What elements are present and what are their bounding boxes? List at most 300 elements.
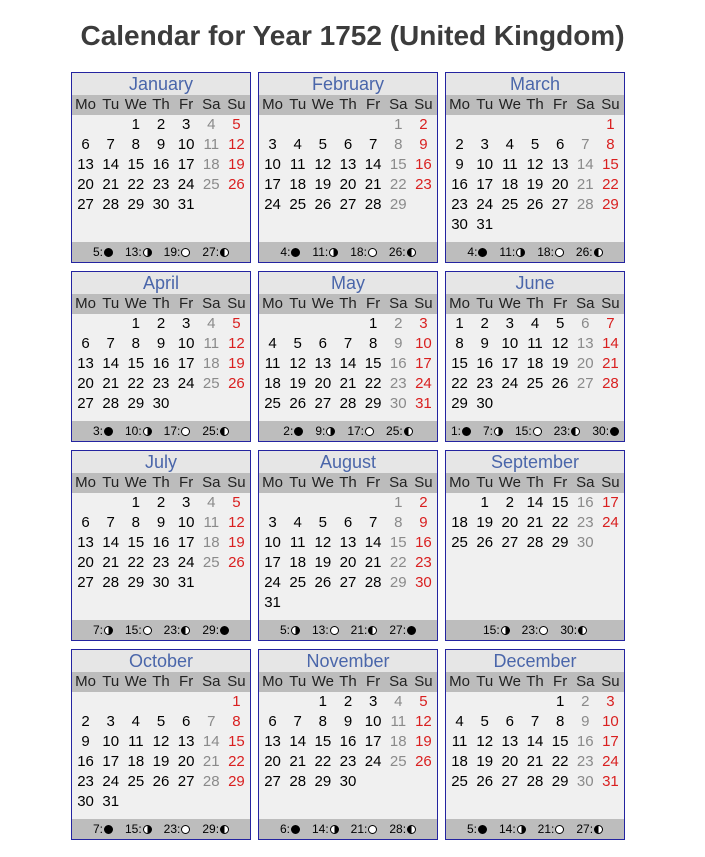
day-cell: 19 (526, 176, 544, 193)
day-cell (98, 692, 123, 712)
day-cell: 17 (476, 176, 494, 193)
weekday-header-row (72, 294, 250, 314)
day-cell: 18 (202, 355, 220, 372)
day-cell: 22 (602, 176, 619, 193)
week-row (259, 175, 437, 195)
day-cell: 6 (555, 136, 565, 153)
weekday-header: Fr (179, 673, 194, 690)
last-moon-icon (407, 825, 416, 834)
day-cell: 27 (77, 574, 94, 591)
day-cell: 17 (177, 156, 195, 173)
day-cell (497, 692, 522, 712)
weekday-header-row (446, 473, 624, 493)
week-row (446, 732, 624, 752)
weekday-header: Sa (576, 474, 595, 491)
day-cell: 31 (602, 773, 619, 790)
day-cell: 1 (232, 693, 241, 710)
day-cell: 22 (364, 375, 382, 392)
day-cell: 17 (602, 494, 619, 511)
day-cell: 2 (156, 315, 166, 332)
week-row (72, 175, 250, 195)
day-cell: 9 (581, 713, 590, 730)
moon-phase (386, 424, 413, 438)
moon-phase-day: 17: (163, 424, 181, 438)
day-cell: 27 (314, 395, 332, 412)
day-cell: 20 (264, 753, 281, 770)
day-cell: 25 (202, 375, 220, 392)
month-name: July (72, 451, 250, 473)
day-cell: 3 (419, 315, 428, 332)
day-cell: 7 (343, 335, 353, 352)
day-cell: 10 (177, 514, 195, 531)
day-cell: 11 (289, 156, 306, 173)
moon-phase (389, 822, 416, 836)
day-cell: 25 (451, 773, 468, 790)
day-cell: 14 (602, 335, 619, 352)
month-panel (71, 271, 251, 442)
moon-phase (93, 424, 113, 438)
day-cell (522, 692, 547, 712)
week-row (446, 135, 624, 155)
moon-phase (202, 623, 229, 637)
day-cell (199, 573, 224, 593)
weekday-header: Tu (289, 474, 307, 491)
week-row (259, 155, 437, 175)
day-cell: 30 (152, 574, 170, 591)
moon-phase-day: 28: (389, 822, 407, 836)
day-cell: 19 (289, 375, 307, 392)
week-row (259, 314, 437, 334)
day-cell: 11 (203, 514, 220, 531)
day-cell: 30 (389, 395, 407, 412)
weekday-header: Th (339, 474, 357, 491)
day-cell (285, 314, 310, 334)
day-cell: 8 (232, 713, 241, 730)
day-cell (522, 215, 547, 235)
weekday-header: Su (601, 673, 620, 690)
week-row (72, 553, 250, 573)
moon-phase (315, 424, 335, 438)
day-cell: 5 (232, 116, 241, 133)
moon-phase-day: 6: (279, 822, 290, 836)
month-name: August (259, 451, 437, 473)
weekday-header: Tu (476, 673, 494, 690)
full-moon-icon (533, 427, 542, 436)
moon-phase (522, 623, 549, 637)
day-cell: 26 (526, 196, 544, 213)
month-name: April (72, 272, 250, 294)
day-cell: 14 (526, 494, 544, 511)
weekday-header: Fr (179, 295, 194, 312)
moon-phase-bar (259, 242, 437, 262)
full-moon-icon (368, 248, 377, 257)
day-cell (598, 215, 623, 235)
day-cell: 3 (181, 116, 191, 133)
day-cell: 22 (389, 554, 407, 571)
day-cell: 23 (152, 176, 170, 193)
day-cell: 5 (156, 713, 166, 730)
moon-phase-day: 17: (347, 424, 365, 438)
weekday-header: Fr (553, 295, 568, 312)
day-cell: 22 (551, 514, 569, 531)
weekday-header: Th (526, 96, 544, 113)
week-row (259, 115, 437, 135)
moon-phase-day: 25: (386, 424, 403, 438)
day-cell: 21 (102, 554, 120, 571)
weekday-header: Th (152, 295, 170, 312)
weekday-header: Mo (75, 96, 96, 113)
day-cell: 6 (505, 713, 515, 730)
day-cell: 14 (102, 355, 120, 372)
day-cell: 21 (289, 753, 307, 770)
day-cell: 2 (419, 116, 428, 133)
day-cell: 3 (268, 136, 277, 153)
moon-phase (280, 623, 300, 637)
new-moon-icon (104, 427, 113, 436)
week-row (72, 712, 250, 732)
day-cell: 25 (501, 196, 519, 213)
month-name: January (72, 73, 250, 95)
moon-phase (451, 424, 471, 438)
day-cell (411, 593, 436, 613)
day-cell: 25 (451, 534, 468, 551)
weekday-header: Mo (449, 295, 470, 312)
weekday-header: Fr (553, 96, 568, 113)
week-row (259, 513, 437, 533)
moon-phase-day: 29: (202, 822, 220, 836)
day-cell: 20 (77, 176, 94, 193)
day-cell: 20 (501, 753, 519, 770)
day-cell: 18 (451, 753, 468, 770)
moon-phase (499, 822, 526, 836)
day-cell (361, 772, 386, 792)
day-cell: 23 (415, 554, 432, 571)
day-cell: 20 (177, 753, 195, 770)
day-cell (123, 692, 148, 712)
day-cell: 18 (202, 534, 220, 551)
day-cell: 4 (207, 494, 216, 511)
day-cell: 6 (268, 713, 277, 730)
day-cell: 4 (207, 315, 216, 332)
day-cell: 6 (81, 514, 90, 531)
last-moon-icon (220, 248, 229, 257)
day-cell: 13 (77, 156, 94, 173)
day-cell: 27 (177, 773, 195, 790)
day-cell: 5 (419, 693, 428, 710)
week-row (259, 692, 437, 712)
weekday-header-row (259, 95, 437, 115)
day-cell: 2 (394, 315, 403, 332)
moon-phase (125, 822, 152, 836)
day-cell: 14 (364, 156, 382, 173)
day-cell: 22 (551, 753, 569, 770)
day-cell: 4 (394, 693, 403, 710)
day-cell: 25 (289, 196, 307, 213)
weekday-header: Su (227, 673, 246, 690)
weekday-header: Fr (553, 673, 568, 690)
week-row (259, 732, 437, 752)
moon-phase (125, 623, 152, 637)
day-cell (224, 394, 249, 414)
day-cell (472, 115, 497, 135)
day-cell (174, 394, 199, 414)
day-cell (335, 593, 360, 613)
first-moon-icon (104, 626, 113, 635)
moon-phase (164, 822, 191, 836)
day-cell: 19 (228, 534, 245, 551)
day-cell: 7 (106, 514, 115, 531)
moon-phase-day: 1: (450, 424, 461, 438)
week-row (72, 573, 250, 593)
day-cell: 23 (152, 554, 170, 571)
moon-phase (280, 822, 300, 836)
moon-phase (280, 245, 300, 259)
weekday-header: Fr (179, 96, 194, 113)
day-cell: 18 (264, 375, 281, 392)
moon-phase (576, 822, 603, 836)
weekday-header: Th (339, 673, 357, 690)
weekday-header: Sa (389, 295, 408, 312)
weekday-header: Su (414, 474, 433, 491)
day-cell: 29 (551, 534, 569, 551)
weekday-header: Th (339, 96, 357, 113)
weekday-header: We (124, 295, 147, 312)
week-row (446, 772, 624, 792)
day-cell: 20 (314, 375, 332, 392)
day-cell (148, 792, 173, 812)
moon-phase-day: 14: (311, 822, 329, 836)
day-cell (285, 115, 310, 135)
full-moon-icon (330, 626, 339, 635)
week-row (72, 135, 250, 155)
day-cell: 29 (551, 773, 569, 790)
week-row (259, 493, 437, 513)
moon-phase-day: 26: (388, 245, 406, 259)
day-cell (174, 692, 199, 712)
weekday-header: Fr (366, 474, 381, 491)
day-cell: 15 (314, 733, 332, 750)
new-moon-icon (407, 626, 416, 635)
day-cell (98, 493, 123, 513)
day-cell: 30 (152, 395, 170, 412)
weekday-header: Mo (262, 96, 283, 113)
day-cell: 7 (207, 713, 216, 730)
weekday-header-row (72, 95, 250, 115)
moon-phase-bar (446, 620, 624, 640)
day-cell: 25 (264, 395, 281, 412)
day-cell: 8 (368, 335, 378, 352)
day-cell: 24 (177, 554, 195, 571)
day-cell: 12 (526, 156, 544, 173)
day-cell (310, 493, 335, 513)
day-cell: 21 (526, 753, 544, 770)
day-cell (73, 493, 98, 513)
moon-phase-day: 21: (537, 822, 555, 836)
day-cell: 2 (480, 315, 489, 332)
day-cell: 17 (177, 534, 195, 551)
new-moon-icon (291, 248, 300, 257)
day-cell: 31 (415, 395, 432, 412)
day-cell: 2 (505, 494, 515, 511)
day-cell: 3 (368, 693, 378, 710)
day-cell: 22 (451, 375, 468, 392)
moon-phase-day: 10: (124, 424, 142, 438)
day-cell: 27 (339, 574, 357, 591)
day-cell: 17 (364, 733, 382, 750)
first-moon-icon (516, 248, 525, 257)
moon-phase (389, 245, 416, 259)
weekday-header: Tu (102, 96, 120, 113)
day-cell (199, 692, 224, 712)
day-cell: 6 (81, 335, 90, 352)
day-cell: 8 (131, 136, 141, 153)
week-row (72, 354, 250, 374)
weekday-header: Sa (576, 96, 595, 113)
day-cell (199, 394, 224, 414)
moon-phase (202, 245, 229, 259)
full-moon-icon (365, 427, 374, 436)
day-cell (260, 115, 285, 135)
weekday-header: Th (152, 673, 170, 690)
day-cell: 19 (228, 156, 245, 173)
moon-phase (351, 623, 378, 637)
day-cell: 2 (156, 494, 166, 511)
month-name: September (446, 451, 624, 473)
full-moon-icon (181, 427, 190, 436)
week-row (72, 513, 250, 533)
day-cell: 6 (81, 136, 90, 153)
moon-phase-day: 13: (311, 623, 329, 637)
moon-phase-day: 26: (575, 245, 593, 259)
day-cell: 14 (526, 733, 544, 750)
day-cell: 15 (364, 355, 382, 372)
day-cell: 18 (202, 156, 220, 173)
month-name: June (446, 272, 624, 294)
day-cell: 31 (177, 574, 195, 591)
day-cell: 25 (526, 375, 544, 392)
day-cell: 19 (152, 753, 170, 770)
moon-phase-day: 5: (466, 822, 477, 836)
day-cell: 25 (389, 753, 407, 770)
day-cell: 13 (177, 733, 195, 750)
weekday-header: We (311, 673, 334, 690)
week-row (259, 712, 437, 732)
day-cell: 18 (127, 753, 145, 770)
day-cell: 7 (606, 315, 615, 332)
moon-phase (93, 245, 113, 259)
last-moon-icon (368, 626, 377, 635)
day-cell: 30 (415, 574, 432, 591)
day-cell: 23 (576, 753, 594, 770)
day-cell (573, 215, 598, 235)
day-cell: 20 (77, 375, 94, 392)
day-cell (199, 792, 224, 812)
day-cell: 7 (581, 136, 590, 153)
day-cell: 8 (555, 713, 565, 730)
day-cell: 26 (476, 534, 494, 551)
day-cell: 26 (415, 753, 432, 770)
day-cell: 11 (128, 733, 144, 750)
weekday-header: Mo (75, 673, 96, 690)
first-moon-icon (494, 427, 503, 436)
moon-phase-day: 15: (514, 424, 532, 438)
day-cell (224, 573, 249, 593)
day-cell (447, 692, 472, 712)
day-cell (285, 593, 310, 613)
moon-phase-bar (446, 421, 624, 441)
day-cell (73, 692, 98, 712)
day-cell: 21 (602, 355, 619, 372)
weekday-header: Sa (389, 673, 408, 690)
first-moon-icon (501, 626, 510, 635)
day-cell: 5 (318, 514, 328, 531)
week-row (259, 334, 437, 354)
moon-phase-bar (259, 819, 437, 839)
week-row (259, 374, 437, 394)
day-cell: 17 (264, 176, 281, 193)
weekday-header: Sa (576, 295, 595, 312)
day-cell (472, 692, 497, 712)
day-cell: 30 (339, 773, 357, 790)
day-cell: 30 (576, 534, 594, 551)
weekday-header: Tu (289, 295, 307, 312)
weekday-header: Fr (366, 96, 381, 113)
day-cell: 3 (505, 315, 515, 332)
moon-phase-day: 21: (350, 623, 368, 637)
first-moon-icon (143, 248, 152, 257)
weekday-header: Tu (289, 96, 307, 113)
moon-phase-bar (446, 242, 624, 262)
day-cell: 3 (268, 514, 277, 531)
last-moon-icon (571, 427, 580, 436)
week-row (446, 195, 624, 215)
month-name: October (72, 650, 250, 672)
day-cell: 7 (368, 514, 378, 531)
week-row (446, 712, 624, 732)
month-panel (445, 271, 625, 442)
last-moon-icon (594, 825, 603, 834)
day-cell (335, 115, 360, 135)
day-cell: 4 (131, 713, 141, 730)
day-cell (497, 115, 522, 135)
day-cell: 9 (156, 335, 166, 352)
day-cell: 18 (389, 733, 407, 750)
moon-phase (389, 623, 416, 637)
weekday-header-row (259, 473, 437, 493)
day-cell: 5 (480, 713, 489, 730)
day-cell: 15 (551, 494, 569, 511)
weekday-header: Tu (289, 673, 307, 690)
moon-phase-day: 4: (467, 245, 478, 259)
day-cell: 14 (339, 355, 357, 372)
day-cell: 18 (526, 355, 544, 372)
moon-phase-day: 23: (521, 623, 539, 637)
day-cell (260, 314, 285, 334)
day-cell: 14 (576, 156, 594, 173)
day-cell (73, 115, 98, 135)
day-cell: 25 (127, 773, 145, 790)
moon-phase (164, 623, 191, 637)
day-cell: 28 (202, 773, 220, 790)
week-row (259, 772, 437, 792)
week-row (259, 135, 437, 155)
day-cell (285, 493, 310, 513)
day-cell: 12 (152, 733, 170, 750)
moon-phase (515, 424, 542, 438)
day-cell: 7 (106, 335, 115, 352)
day-cell: 27 (501, 534, 519, 551)
day-cell: 26 (551, 375, 569, 392)
